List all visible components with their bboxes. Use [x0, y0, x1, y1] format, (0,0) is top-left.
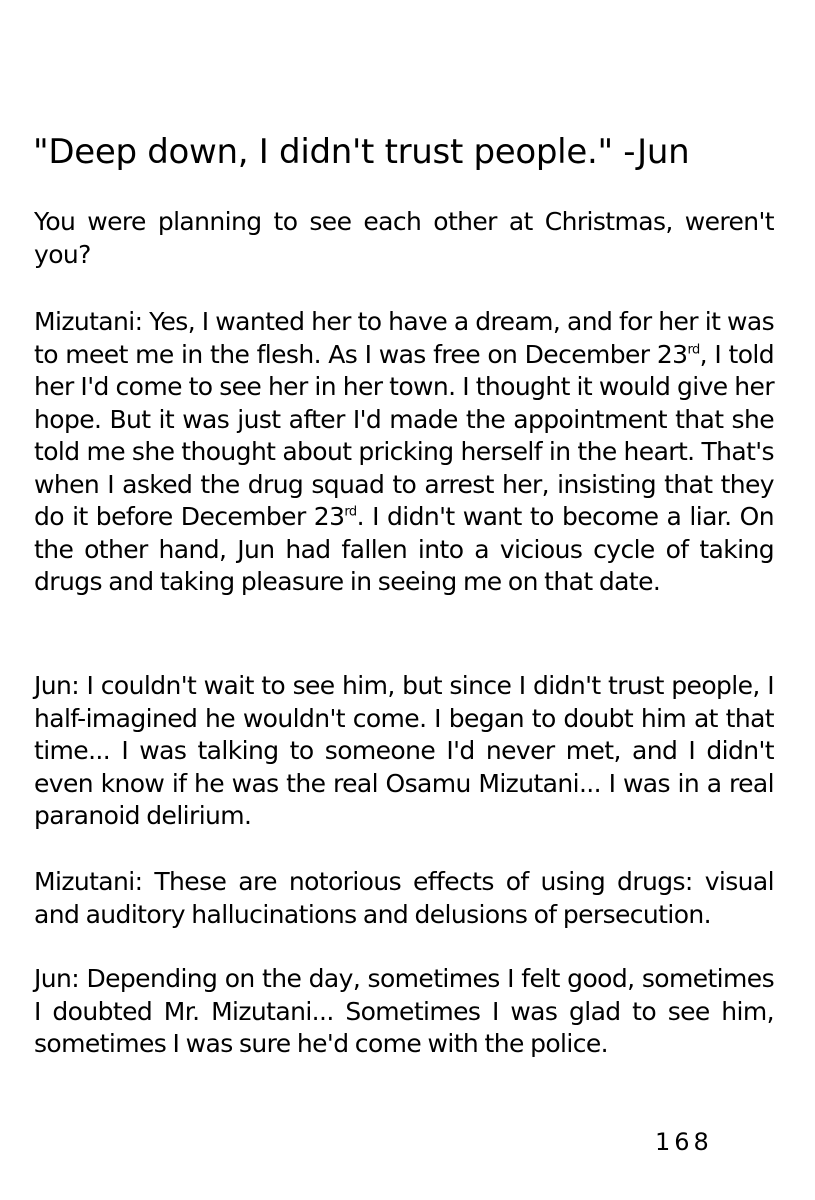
interview-question: You were planning to see each other at Christmas, weren't you? — [34, 207, 774, 269]
paragraph-jun-2: Jun: Depending on the day, sometimes I felt good, sometimes I doubted Mr. Mizutani... Sometimes I was glad to see him, sometimes I was sure he'd come with the police. — [34, 964, 774, 1058]
paragraph-mizutani-2: Mizutani: These are notorious effects of using drugs: visual and auditory hallucinations and delusions of persecution. — [34, 867, 774, 929]
page-number: 168 — [655, 1128, 713, 1156]
paragraph-text: , I told her I'd come to see her in her town. I thought it would give her hope. But it was just after I'd made the appointment that she told me she thought about pricking herself in the heart. That's when I asked the drug squad to arrest her, insisting that they do it before December 23 — [34, 339, 775, 531]
paragraph-mizutani-1 — [34, 306, 774, 599]
paragraph-jun-1: Jun: I couldn't wait to see him, but since I didn't trust people, I half-imagined he wouldn't come. I began to doubt him at that time... I was talking to someone I'd never met, and I didn't even know if he was the real Osamu Mizutani... I was in a real paranoid delirium. — [34, 671, 774, 830]
paragraph-text: . I didn't want to become a liar. On the other hand, Jun had fallen into a vicious cycle of taking drugs and taking pleasure in seeing me on that date. — [34, 502, 774, 596]
ordinal-suffix: rd — [687, 342, 700, 358]
paragraph-text: Mizutani: Yes, I wanted her to have a dream, and for her it was to meet me in the flesh. As I was free on December 23 — [34, 307, 774, 369]
page-title: "Deep down, I didn't trust people." -Jun — [33, 132, 690, 172]
ordinal-suffix: rd — [344, 504, 357, 520]
